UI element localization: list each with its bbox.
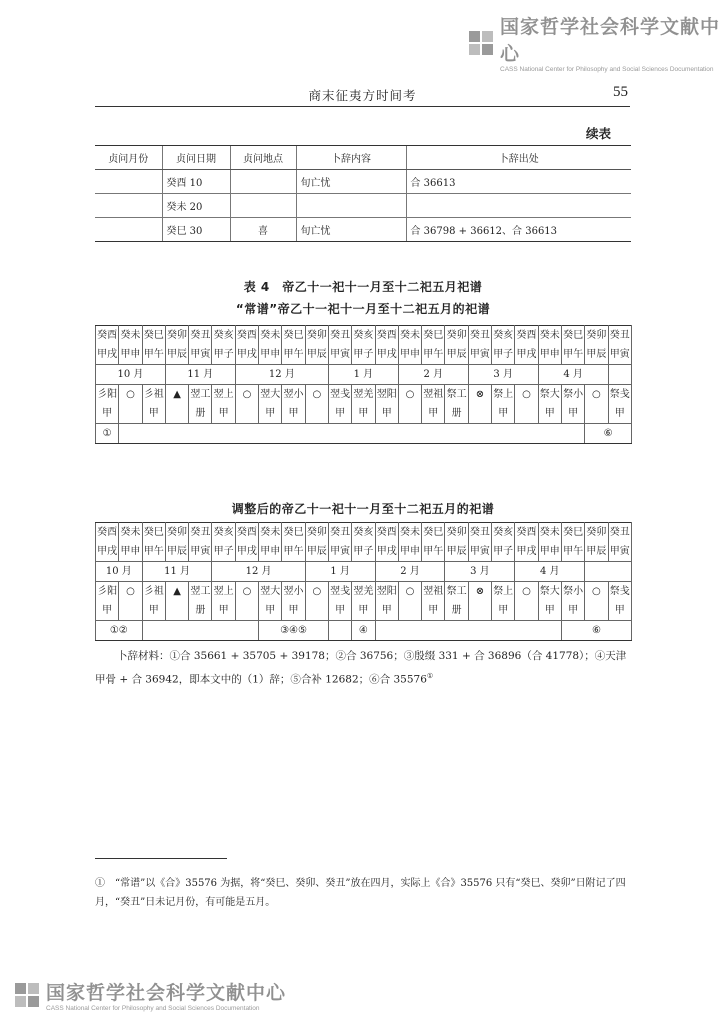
day-row-gui — [96, 523, 632, 543]
day-cell: 癸巳 — [561, 326, 584, 346]
day-cell: 癸酉 — [235, 326, 258, 346]
day-cell: 癸卯 — [165, 326, 188, 346]
footnote — [95, 874, 633, 912]
continued-label: 续表 — [586, 126, 612, 141]
rite-cell: 甲 — [608, 404, 631, 424]
day-cell: 甲午 — [422, 542, 445, 562]
day-cell: 癸丑 — [328, 523, 351, 543]
day-cell: 癸巳 — [142, 523, 165, 543]
rite-cell: 甲 — [352, 601, 375, 621]
table-cell: 合 36798 + 36612、合 36613 — [406, 218, 631, 242]
rite-cell: 彡祖 — [142, 582, 165, 602]
day-cell: 甲寅 — [328, 542, 351, 562]
rite-cell: 翌羌 — [352, 385, 375, 405]
reference-cell: ⑥ — [585, 424, 632, 444]
day-cell: 癸亥 — [352, 326, 375, 346]
ritual-calendar-adjusted — [95, 522, 632, 641]
table-cell: 癸未 20 — [162, 194, 230, 218]
day-cell: 癸卯 — [165, 523, 188, 543]
reference-cell: ① — [96, 424, 119, 444]
rite-row — [96, 385, 632, 405]
day-cell: 甲子 — [352, 542, 375, 562]
day-cell: 甲子 — [212, 345, 235, 365]
day-cell: 癸酉 — [96, 326, 119, 346]
rite-cell: 甲 — [259, 404, 282, 424]
day-cell: 甲寅 — [189, 345, 212, 365]
watermark-name-cn: 国家哲学社会科学文献中心 — [46, 982, 287, 1004]
day-cell: 癸丑 — [608, 523, 631, 543]
day-cell: 癸酉 — [96, 523, 119, 543]
rite-cell: 祭工 — [445, 385, 468, 405]
day-cell: 癸亥 — [492, 523, 515, 543]
day-cell: 癸未 — [538, 523, 561, 543]
watermark-name-en: National Center for Philosophy and Social Sciences Documentation — [519, 66, 714, 73]
rite-cell: 甲 — [375, 404, 398, 424]
rite-cell: 翌工 — [189, 582, 212, 602]
rite-cell: 祭戋 — [608, 582, 631, 602]
rite-cell — [235, 601, 258, 621]
day-cell: 癸丑 — [328, 326, 351, 346]
rite-row — [96, 601, 632, 621]
month-cell: 1 月 — [328, 365, 398, 385]
day-cell: 甲辰 — [165, 345, 188, 365]
day-cell: 甲戌 — [96, 542, 119, 562]
month-cell: 4 月 — [515, 562, 585, 582]
day-cell: 癸未 — [119, 326, 142, 346]
reference-cell: ③④⑤ — [259, 621, 329, 641]
rite-cell — [305, 404, 328, 424]
rite-cell: ○ — [515, 385, 538, 405]
rite-cell: 甲 — [538, 601, 561, 621]
day-cell: 甲戌 — [515, 542, 538, 562]
rite-cell: ○ — [515, 582, 538, 602]
day-cell: 甲申 — [259, 542, 282, 562]
day-cell: 癸未 — [398, 326, 421, 346]
footnote-text: “常谱”以《合》35576 为据，将“癸巳、癸卯、癸丑”放在四月，实际上《合》35576 只有“癸巳、癸卯”日附记了四月，“癸丑”日未记月份，有可能是五月。 — [95, 878, 626, 908]
day-cell: 甲午 — [561, 542, 584, 562]
day-cell: 甲寅 — [608, 345, 631, 365]
footnote-mark: ① — [426, 672, 434, 680]
rite-cell: 甲 — [142, 601, 165, 621]
watermark-abbr: CASS — [46, 1005, 64, 1012]
page-number: 55 — [613, 84, 628, 100]
rite-cell: ⊗ — [468, 582, 491, 602]
rite-cell: ○ — [585, 385, 608, 405]
day-cell: 甲辰 — [585, 542, 608, 562]
rite-cell: 甲 — [96, 404, 119, 424]
month-cell: 10 月 — [96, 562, 143, 582]
day-cell: 癸巳 — [282, 326, 305, 346]
rite-cell: 翌小 — [282, 385, 305, 405]
table-header-cell: 贞问地点 — [230, 146, 296, 170]
rite-row — [96, 582, 632, 602]
day-cell: 癸卯 — [305, 326, 328, 346]
rite-cell: 册 — [189, 601, 212, 621]
day-cell: 癸酉 — [375, 523, 398, 543]
table-cell: 旬亡忧 — [296, 170, 406, 194]
rite-cell — [515, 404, 538, 424]
reference-cell: ④ — [352, 621, 375, 641]
day-cell: 甲午 — [142, 542, 165, 562]
day-cell: 甲辰 — [445, 345, 468, 365]
footnote-number: ① — [95, 878, 105, 889]
rite-cell: 翌祖 — [422, 582, 445, 602]
rite-cell: 甲 — [561, 601, 584, 621]
rite-cell — [398, 601, 421, 621]
table-header-cell: 卜辞出处 — [406, 146, 631, 170]
table-cell — [296, 194, 406, 218]
rite-cell: 祭大 — [538, 385, 561, 405]
table-header-cell: 贞问月份 — [95, 146, 162, 170]
rite-cell: 甲 — [212, 404, 235, 424]
rite-cell: 册 — [445, 404, 468, 424]
reference-cell — [375, 621, 561, 641]
rite-cell — [305, 601, 328, 621]
rite-cell: ○ — [119, 582, 142, 602]
reference-row — [96, 424, 632, 444]
day-cell: 甲申 — [259, 345, 282, 365]
rite-cell: ○ — [585, 582, 608, 602]
rite-cell: 甲 — [492, 404, 515, 424]
month-cell: 1 月 — [305, 562, 375, 582]
month-cell — [608, 365, 631, 385]
cass-logo-icon — [468, 30, 494, 56]
month-cell: 11 月 — [142, 562, 212, 582]
day-cell: 甲寅 — [189, 542, 212, 562]
month-cell: 2 月 — [398, 365, 468, 385]
rite-cell: 甲 — [328, 404, 351, 424]
table-row — [95, 218, 631, 242]
day-cell: 甲申 — [119, 345, 142, 365]
day-cell: 甲申 — [398, 345, 421, 365]
bottom-watermark-logo — [14, 978, 286, 1012]
day-cell: 甲寅 — [468, 345, 491, 365]
rite-cell: 翌大 — [259, 385, 282, 405]
ritual-calendar-regular — [95, 325, 632, 444]
day-cell: 甲戌 — [235, 345, 258, 365]
rite-cell: 翌羌 — [352, 582, 375, 602]
rite-row — [96, 404, 632, 424]
rite-cell: 彡阳 — [96, 582, 119, 602]
day-cell: 甲辰 — [445, 542, 468, 562]
rite-cell: ○ — [398, 582, 421, 602]
day-cell: 甲戌 — [235, 542, 258, 562]
rite-cell: ▲ — [165, 582, 188, 602]
rite-cell: 祭上 — [492, 385, 515, 405]
rite-cell: 甲 — [328, 601, 351, 621]
month-cell: 11 月 — [165, 365, 235, 385]
rite-cell: 彡祖 — [142, 385, 165, 405]
rite-cell: ○ — [235, 385, 258, 405]
day-cell: 甲寅 — [328, 345, 351, 365]
table-cell: 旬亡忧 — [296, 218, 406, 242]
month-cell: 4 月 — [538, 365, 608, 385]
day-cell: 癸酉 — [515, 523, 538, 543]
rite-cell — [119, 404, 142, 424]
day-cell: 甲辰 — [305, 542, 328, 562]
day-cell: 甲子 — [212, 542, 235, 562]
day-cell: 甲午 — [142, 345, 165, 365]
source-notes-text: 卜辞材料：①合 35661 + 35705 + 39178；②合 36756；③殷缀 331 + 合 36896（合 41778）；④天津甲骨 + 合 36942，即本文中的（1）辞；⑤合补 12682；⑥合 35576 — [95, 650, 627, 686]
running-title: 商末征夷方时间考 — [308, 88, 417, 103]
rite-cell: 翌大 — [259, 582, 282, 602]
table-cell — [95, 218, 162, 242]
day-cell: 癸亥 — [212, 523, 235, 543]
top-watermark-logo — [468, 12, 725, 73]
month-row — [96, 562, 632, 582]
rite-cell: 甲 — [608, 601, 631, 621]
day-cell: 癸未 — [259, 523, 282, 543]
table-cell: 癸巳 30 — [162, 218, 230, 242]
reference-cell — [142, 621, 258, 641]
day-cell: 癸丑 — [468, 523, 491, 543]
day-row-jia — [96, 345, 632, 365]
day-cell: 癸亥 — [492, 326, 515, 346]
table4-subtitle-adjusted: 调整后的帝乙十一祀十一月至十二祀五月的祀谱 — [231, 502, 495, 516]
rite-cell: 甲 — [492, 601, 515, 621]
rite-cell: 甲 — [212, 601, 235, 621]
table-cell — [95, 194, 162, 218]
day-cell: 甲午 — [282, 542, 305, 562]
month-cell: 10 月 — [96, 365, 166, 385]
rite-cell: 翌戋 — [328, 582, 351, 602]
day-cell: 癸巳 — [422, 523, 445, 543]
rite-cell: 祭工 — [445, 582, 468, 602]
day-cell: 甲子 — [492, 542, 515, 562]
rite-cell: 翌工 — [189, 385, 212, 405]
rite-cell: 甲 — [142, 404, 165, 424]
day-cell: 癸卯 — [585, 523, 608, 543]
table-header-cell: 贞问日期 — [162, 146, 230, 170]
day-cell: 甲戌 — [375, 542, 398, 562]
day-cell: 甲辰 — [165, 542, 188, 562]
rite-cell: 甲 — [282, 601, 305, 621]
table4-title: 表 4 帝乙十一祀十一月至十二祀五月祀谱 — [243, 280, 483, 294]
rite-cell: 祭小 — [561, 582, 584, 602]
month-row — [96, 365, 632, 385]
rite-cell — [165, 404, 188, 424]
day-cell: 癸未 — [259, 326, 282, 346]
day-cell: 癸未 — [119, 523, 142, 543]
rite-cell: 翌阳 — [375, 582, 398, 602]
table-row — [95, 194, 631, 218]
watermark-name-en: National Center for Philosophy and Social Sciences Documentation — [65, 1005, 260, 1012]
table-cell — [95, 170, 162, 194]
rite-cell: 祭戋 — [608, 385, 631, 405]
rite-cell: 翌小 — [282, 582, 305, 602]
day-cell: 癸亥 — [212, 326, 235, 346]
day-cell: 癸卯 — [305, 523, 328, 543]
rite-cell: 祭小 — [561, 385, 584, 405]
reference-cell — [119, 424, 585, 444]
day-cell: 甲辰 — [305, 345, 328, 365]
rite-cell: 翌上 — [212, 385, 235, 405]
rite-cell: 甲 — [422, 601, 445, 621]
day-cell: 癸丑 — [189, 326, 212, 346]
day-cell: 癸酉 — [235, 523, 258, 543]
table-cell — [230, 170, 296, 194]
day-cell: 甲申 — [538, 345, 561, 365]
day-cell: 癸卯 — [585, 326, 608, 346]
table-header-row — [95, 146, 631, 170]
footnote-rule — [95, 858, 227, 859]
day-cell: 甲戌 — [515, 345, 538, 365]
rite-cell — [119, 601, 142, 621]
rite-cell: 祭大 — [538, 582, 561, 602]
running-header — [95, 84, 630, 107]
rite-cell — [468, 601, 491, 621]
day-cell: 甲申 — [538, 542, 561, 562]
month-cell: 3 月 — [468, 365, 538, 385]
rite-cell: ○ — [119, 385, 142, 405]
table-cell — [406, 194, 631, 218]
rite-cell: 甲 — [282, 404, 305, 424]
rite-cell: ○ — [235, 582, 258, 602]
day-cell: 癸酉 — [515, 326, 538, 346]
rite-cell: 翌阳 — [375, 385, 398, 405]
reference-cell — [328, 621, 351, 641]
month-cell: 2 月 — [375, 562, 445, 582]
day-cell: 癸巳 — [561, 523, 584, 543]
day-cell: 癸巳 — [142, 326, 165, 346]
rite-cell: 甲 — [259, 601, 282, 621]
table-cell: 合 36613 — [406, 170, 631, 194]
day-cell: 甲申 — [119, 542, 142, 562]
rite-cell: ⊗ — [468, 385, 491, 405]
month-cell: 12 月 — [212, 562, 305, 582]
month-cell: 12 月 — [235, 365, 328, 385]
day-cell: 癸丑 — [189, 523, 212, 543]
rite-cell: ○ — [398, 385, 421, 405]
month-cell — [585, 562, 632, 582]
rite-cell — [468, 404, 491, 424]
month-cell: 3 月 — [445, 562, 515, 582]
rite-cell: 甲 — [375, 601, 398, 621]
rite-cell — [235, 404, 258, 424]
rite-cell: 彡阳 — [96, 385, 119, 405]
day-cell: 甲子 — [352, 345, 375, 365]
source-notes — [95, 646, 633, 690]
rite-cell: 册 — [189, 404, 212, 424]
continued-table — [95, 145, 631, 242]
day-row-jia — [96, 542, 632, 562]
reference-cell: ①② — [96, 621, 143, 641]
day-cell: 甲辰 — [585, 345, 608, 365]
reference-row — [96, 621, 632, 641]
day-cell: 甲戌 — [96, 345, 119, 365]
rite-cell — [515, 601, 538, 621]
cass-logo-icon — [14, 982, 40, 1008]
day-cell: 癸巳 — [422, 326, 445, 346]
rite-cell: 甲 — [561, 404, 584, 424]
day-cell: 癸未 — [538, 326, 561, 346]
day-cell: 甲寅 — [468, 542, 491, 562]
day-cell: 甲子 — [492, 345, 515, 365]
rite-cell: ○ — [305, 582, 328, 602]
rite-cell: 册 — [445, 601, 468, 621]
rite-cell: ○ — [305, 385, 328, 405]
table-cell: 癸酉 10 — [162, 170, 230, 194]
rite-cell: 甲 — [96, 601, 119, 621]
reference-cell: ⑥ — [561, 621, 631, 641]
rite-cell: 祭上 — [492, 582, 515, 602]
day-cell: 甲戌 — [375, 345, 398, 365]
rite-cell: 翌戋 — [328, 385, 351, 405]
day-cell: 癸丑 — [608, 326, 631, 346]
day-cell: 癸酉 — [375, 326, 398, 346]
table-cell: 喜 — [230, 218, 296, 242]
day-row-gui — [96, 326, 632, 346]
day-cell: 甲午 — [422, 345, 445, 365]
day-cell: 癸丑 — [468, 326, 491, 346]
rite-cell: 甲 — [352, 404, 375, 424]
rite-cell — [398, 404, 421, 424]
day-cell: 甲午 — [561, 345, 584, 365]
rite-cell — [585, 601, 608, 621]
rite-cell — [165, 601, 188, 621]
table-cell — [230, 194, 296, 218]
day-cell: 癸亥 — [352, 523, 375, 543]
day-cell: 癸巳 — [282, 523, 305, 543]
day-cell: 癸卯 — [445, 326, 468, 346]
day-cell: 癸未 — [398, 523, 421, 543]
watermark-abbr: CASS — [500, 66, 518, 73]
day-cell: 甲午 — [282, 345, 305, 365]
rite-cell: 翌祖 — [422, 385, 445, 405]
rite-cell — [585, 404, 608, 424]
table4-subtitle-regular: “常谱”帝乙十一祀十一月至十二祀五月的祀谱 — [235, 302, 491, 316]
table-row — [95, 170, 631, 194]
rite-cell: 翌上 — [212, 582, 235, 602]
table-header-cell: 卜辞内容 — [296, 146, 406, 170]
watermark-name-cn: 国家哲学社会科学文献中心 — [500, 16, 721, 65]
rite-cell: 甲 — [538, 404, 561, 424]
rite-cell: 甲 — [422, 404, 445, 424]
rite-cell: ▲ — [165, 385, 188, 405]
day-cell: 癸卯 — [445, 523, 468, 543]
day-cell: 甲申 — [398, 542, 421, 562]
day-cell: 甲寅 — [608, 542, 631, 562]
